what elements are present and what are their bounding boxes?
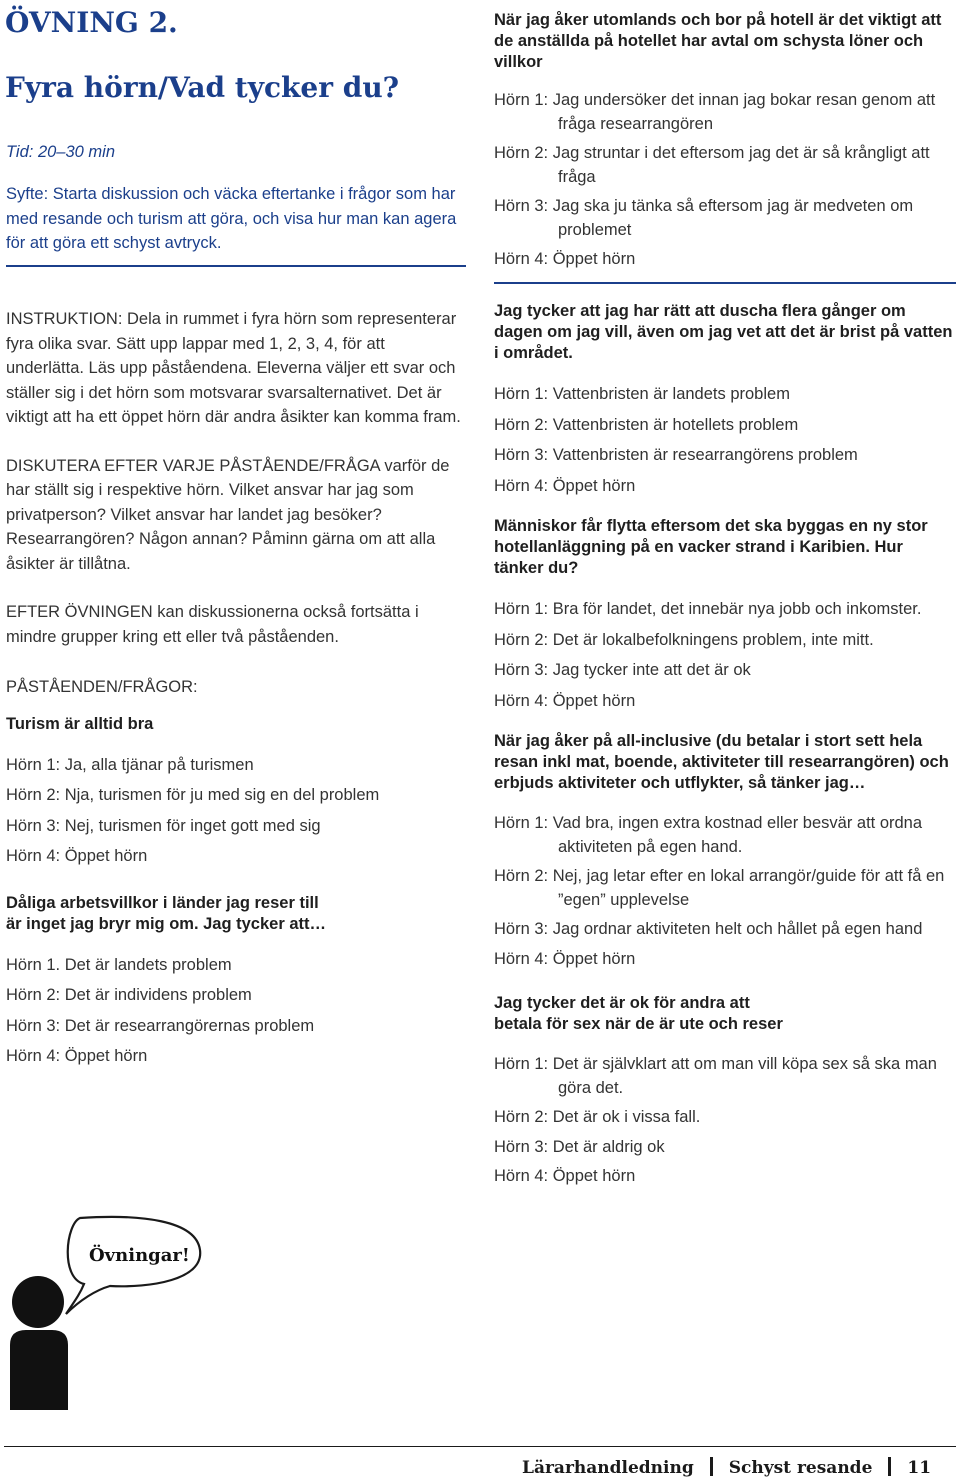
question-heading <box>6 893 466 935</box>
speech-bubble-text: Övningar! <box>89 1245 190 1266</box>
answer-item: Hörn 1: Jag undersöker det innan jag bokar resan genom att fråga researrangören <box>494 91 936 133</box>
answer-item: Hörn 2: Det är ok i vissa fall. <box>494 1108 701 1126</box>
answer-item: Hörn 3: Det är aldrig ok <box>494 1137 665 1156</box>
right-body <box>494 301 956 1195</box>
answer-item: Hörn 3: Jag tycker inte att det är ok <box>494 661 751 679</box>
answer-list <box>494 382 956 498</box>
instruction-text: INSTRUKTION: Dela in rummet i fyra hörn som representerar fyra olika svar. Sätt upp lappar med 1, 2, 3, 4, för att underlätta. Läs upp påståendena. Eleverna väljer ett svar och ställer sig i det hörn som motsvarar svarsalternativet. Det är viktigt att ha ett öppet hörn där andra åsikter kan komma fram. <box>6 310 461 426</box>
answer-item: Hörn 2: Det är individens problem <box>6 986 252 1004</box>
answer-item: Hörn 1. Det är landets problem <box>6 955 232 974</box>
answer-item: Hörn 4: Öppet hörn <box>6 1047 148 1065</box>
person-illustration <box>0 1210 220 1410</box>
answer-list <box>6 953 466 1069</box>
question-heading-line: Jag tycker det är ok för andra att <box>494 994 750 1012</box>
question-heading: Människor får flytta eftersom det ska byggas en ny stor hotellanläggning på en vacker strand i Karibien. Hur tänker du? <box>494 517 928 577</box>
answer-item: Hörn 2: Nja, turismen för ju med sig en del problem <box>6 786 380 804</box>
after-text: EFTER ÖVNINGEN kan diskussionerna också fortsätta i mindre grupper kring ett eller två påståenden. <box>6 603 419 646</box>
answer-item: Hörn 2: Det är lokalbefolkningens problem, inte mitt. <box>494 630 874 649</box>
answer-item: Hörn 2: Vattenbristen är hotellets problem <box>494 415 799 434</box>
answer-item: Hörn 1: Vad bra, ingen extra kostnad eller besvär att ordna aktiviteten på egen hand. <box>494 814 923 856</box>
answer-item: Hörn 2: Nej, jag letar efter en lokal arrangör/guide för att få en ”egen” upplevelse <box>494 867 945 909</box>
answer-item: Hörn 4: Öppet hörn <box>494 476 636 495</box>
question-heading: När jag åker utomlands och bor på hotell är det viktigt att de anställda på hotellet har avtal om schysta löner och villkor <box>494 11 942 71</box>
discuss-text: DISKUTERA EFTER VARJE PÅSTÅENDE/FRÅGA varför de har ställt sig i respektive hörn. Vilket ansvar har jag som privatperson? Vilket ansvar har landet jag besöker? Researrangören? Någon annan? Påminn gärna om att alla åsikter är tillåtna. <box>6 456 450 573</box>
answer-list <box>494 89 956 272</box>
answer-item: Hörn 4: Öppet hörn <box>494 691 636 710</box>
answer-item: Hörn 3: Jag ordnar aktiviteten helt och hållet på egen hand <box>494 920 923 938</box>
answer-item: Hörn 1: Ja, alla tjänar på turismen <box>6 755 254 774</box>
right-header-rule <box>494 282 956 284</box>
purpose-text: Syfte: Starta diskussion och väcka eftertanke i frågor som har med resande och turism att göra, och visa hur man kan agera för att göra ett schyst avtryck. <box>6 185 457 252</box>
footer-series-label: Schyst resande <box>728 1458 873 1478</box>
answer-item: Hörn 3: Jag ska ju tänka så eftersom jag är medveten om problemet <box>494 197 914 239</box>
answer-list <box>6 753 466 869</box>
answer-list <box>494 597 956 713</box>
left-header-rule <box>6 265 466 267</box>
answer-item: Hörn 4: Öppet hörn <box>494 949 636 968</box>
answer-item: Hörn 4: Öppet hörn <box>494 1167 636 1185</box>
footer-rule <box>4 1446 956 1447</box>
question-heading <box>494 993 956 1035</box>
statements-label: PÅSTÅENDEN/FRÅGOR: <box>6 678 198 696</box>
question-heading: Jag tycker att jag har rätt att duscha flera gånger om dagen om jag vill, även om jag vet att det är brist på vatten i området. <box>494 302 953 362</box>
answer-item: Hörn 3: Vattenbristen är researrangörens problem <box>494 446 858 464</box>
answer-item: Hörn 3: Nej, turismen för inget gott med sig <box>6 816 321 835</box>
answer-item: Hörn 2: Jag struntar i det eftersom jag det är så krångligt att fråga <box>494 144 930 186</box>
answer-list <box>494 812 956 971</box>
question-heading: När jag åker på all-inclusive (du betalar i stort sett hela resan inkl mat, boende, aktiviteter till researrangören) och erbjuds aktiviteter och utflykter, så tänker jag… <box>494 732 949 792</box>
time-info: Tid: 20–30 min <box>6 143 115 161</box>
left-body <box>6 307 466 1075</box>
question-heading: Turism är alltid bra <box>6 714 154 733</box>
answer-item: Hörn 1: Det är självklart att om man vill köpa sex så ska man göra det. <box>494 1055 937 1097</box>
footer-separator <box>710 1457 713 1476</box>
answer-item: Hörn 4: Öppet hörn <box>494 250 636 268</box>
page-number: 11 <box>907 1458 932 1478</box>
question-heading-line: betala för sex när de är ute och reser <box>494 1015 783 1033</box>
footer-guide-label: Lärarhandledning <box>522 1458 694 1478</box>
answer-list <box>494 1053 956 1189</box>
answer-item: Hörn 3: Det är researrangörernas problem <box>6 1016 315 1035</box>
question-heading-line: Dåliga arbetsvillkor i länder jag reser till <box>6 893 319 912</box>
answer-item: Hörn 1: Bra för landet, det innebär nya jobb och inkomster. <box>494 600 922 618</box>
footer-separator <box>888 1457 891 1476</box>
right-column <box>494 10 956 278</box>
page-title: Fyra hörn/Vad tycker du? <box>5 71 400 104</box>
page-footer <box>522 1457 931 1478</box>
answer-item: Hörn 1: Vattenbristen är landets problem <box>494 385 790 403</box>
question-heading-line: är inget jag bryr mig om. Jag tycker att… <box>6 914 327 933</box>
exercise-label: ÖVNING 2. <box>5 6 178 39</box>
answer-item: Hörn 4: Öppet hörn <box>6 847 148 865</box>
